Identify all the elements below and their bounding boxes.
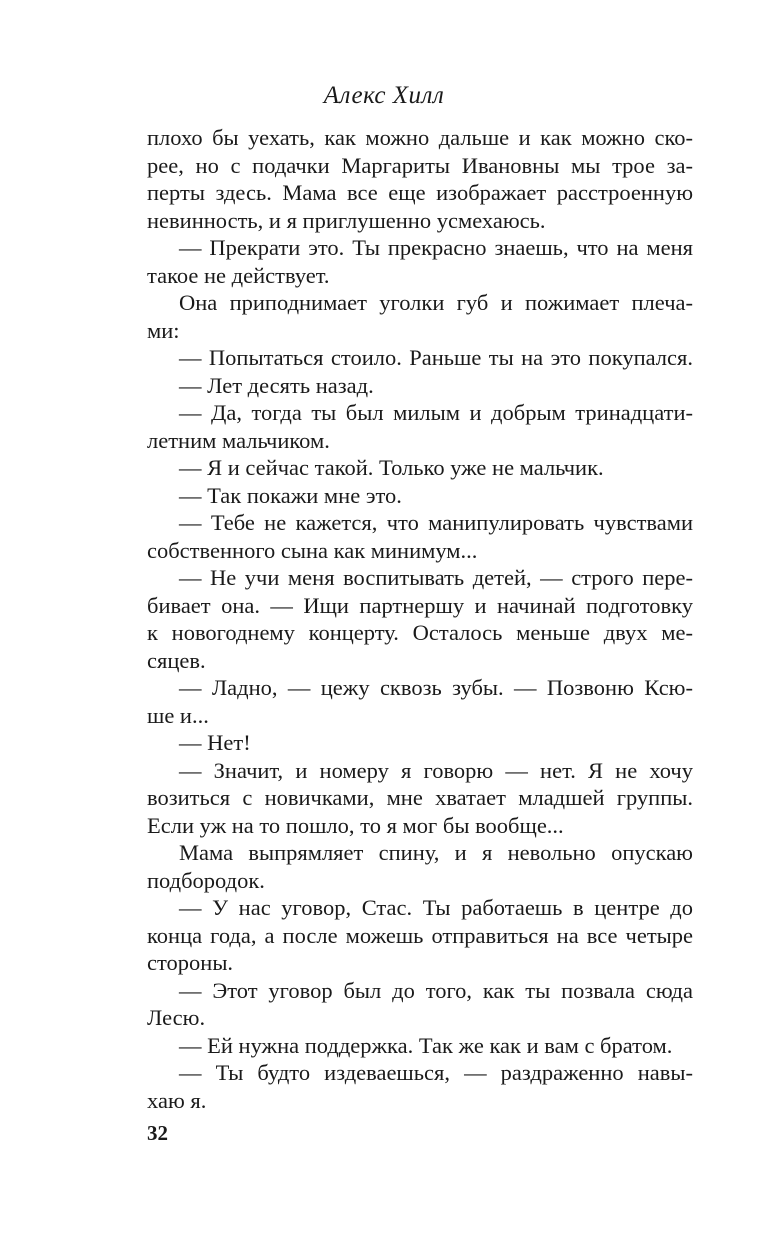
text-line: — Лет десять назад.: [179, 372, 374, 398]
text-line: летним мальчиком.: [147, 427, 330, 453]
text-line: — Значит, и номеру я говорю — нет. Я не хочу: [179, 757, 693, 783]
text-line: к новогоднему концерту. Осталось меньше двух ме-: [147, 620, 693, 645]
text-line: Она приподнимает уголки губ и пожимает плеча-: [179, 290, 693, 315]
text-line: плохо бы уехать, как можно дальше и как можно ско-: [147, 125, 693, 150]
text-line: — Так покажи мне это.: [179, 482, 402, 508]
text-line: — Прекрати это. Ты прекрасно знаешь, что на меня: [179, 235, 693, 260]
text-line: — Нет!: [179, 730, 251, 755]
text-line: — Ей нужна поддержка. Так же как и вам с братом.: [179, 1032, 673, 1058]
text-line: невинность, и я приглушенно усмехаюсь.: [147, 207, 546, 233]
text-line: конца года, а после можешь отправиться на все четыре: [147, 922, 693, 948]
text-line: стороны.: [147, 950, 234, 975]
text-line: — Я и сейчас такой. Только уже не мальчик.: [179, 455, 604, 480]
text-line: бивает она. — Ищи партнершу и начинай подготовку: [147, 592, 693, 618]
text-line: подбородок.: [147, 867, 265, 893]
text-line: — Ты будто издеваешься, — раздраженно навы-: [179, 1060, 693, 1085]
text-line: Лесю.: [147, 1005, 206, 1030]
page-number: 32: [147, 1121, 168, 1145]
text-line: — Попытаться стоило. Раньше ты на это покупался.: [179, 345, 693, 370]
text-line: — Тебе не кажется, что манипулировать чувствами: [179, 510, 693, 535]
text-line: перты здесь. Мама все еще изображает расстроенную: [147, 180, 693, 205]
text-line: — Да, тогда ты был милым и добрым тринадцати-: [179, 400, 693, 425]
text-line: — Не учи меня воспитывать детей, — строго пере-: [179, 565, 693, 590]
text-line: собственного сына как минимум...: [147, 537, 478, 563]
text-line: ми:: [147, 317, 180, 343]
text-line: возиться с новичками, мне хватает младшей группы.: [147, 785, 693, 810]
text-line: — Ладно, — цежу сквозь зубы. — Позвоню Ксю-: [179, 675, 693, 700]
text-line: — У нас уговор, Стас. Ты работаешь в центре до: [179, 895, 693, 920]
text-line: ше и...: [147, 702, 209, 728]
text-line: — Этот уговор был до того, как ты позвала сюда: [179, 977, 693, 1003]
text-line: такое не действует.: [147, 262, 330, 288]
text-line: Если уж на то пошло, то я мог бы вообще...: [147, 812, 564, 838]
text-line: сяцев.: [147, 647, 206, 673]
text-line: рее, но с подачки Маргариты Ивановны мы трое за-: [147, 152, 693, 178]
running-head: Алекс Хилл: [323, 82, 445, 109]
text-line: Мама выпрямляет спину, и я невольно опускаю: [179, 840, 693, 865]
text-block: [147, 124, 693, 1114]
text-line: хаю я.: [147, 1087, 207, 1113]
